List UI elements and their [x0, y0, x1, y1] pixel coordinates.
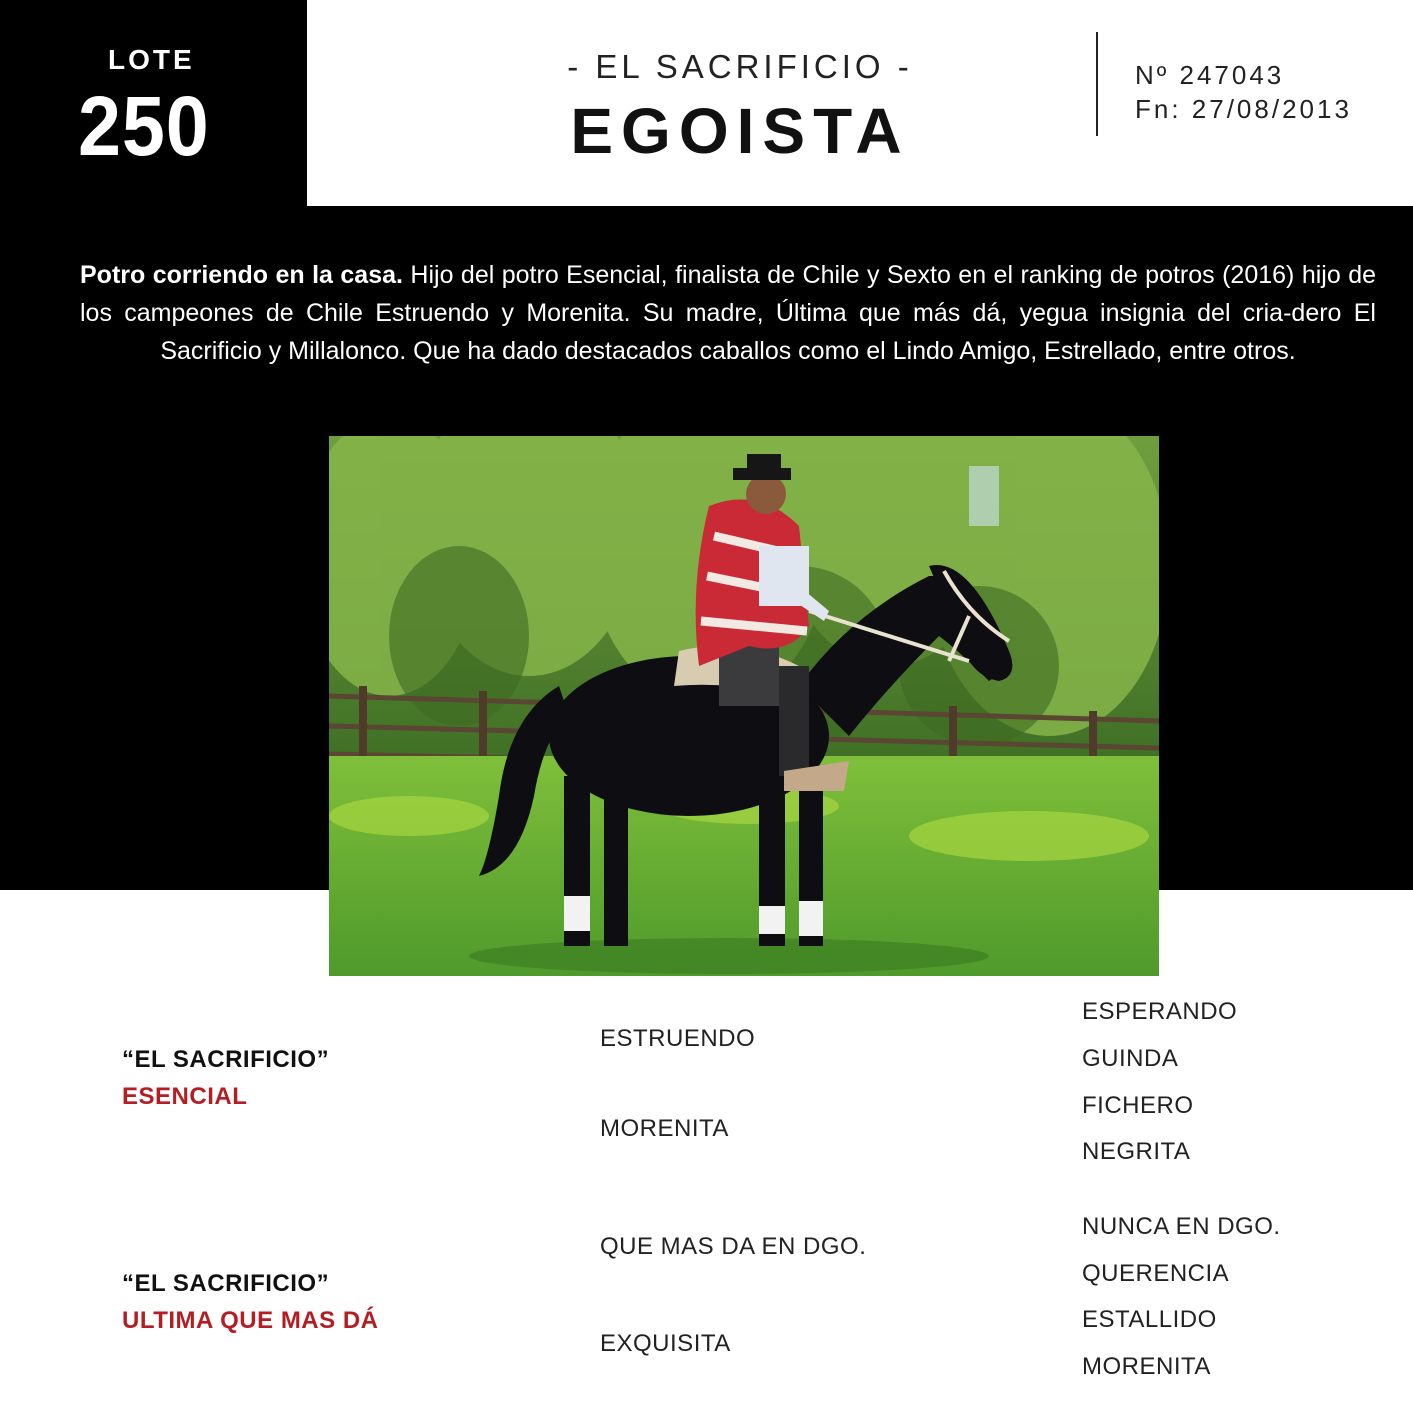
lote-box [0, 0, 307, 206]
breeder-name: - EL SACRIFICIO - [567, 48, 913, 85]
horse-name: EGOISTA [570, 95, 910, 167]
dam-sire: QUE MAS DA EN DGO. [600, 1233, 867, 1260]
dam-grandparent-2: QUERENCIA [1082, 1260, 1230, 1287]
sire-sire: ESTRUENDO [600, 1025, 756, 1052]
horse-description [80, 256, 1376, 370]
horse-rider-illustration [329, 436, 1159, 976]
description-body: Hijo del potro Esencial, finalista de Chile y Sexto en el ranking de potros (2016) hijo de los campeones de Chile Estruendo y Morenita. Su madre, Última que más dá, yegua insignia del cria-dero El Sacrificio y Millalonco. Que ha dado destacados caballos como el Lindo Amigo, Estrellado, entre otros. [80, 261, 1376, 365]
lote-label: LOTE [108, 44, 195, 75]
dam-dam: EXQUISITA [600, 1330, 731, 1357]
lote-number: 250 [78, 79, 210, 173]
sire-name: ESENCIAL [122, 1083, 248, 1110]
dam-grandparent-3: ESTALLIDO [1082, 1306, 1217, 1333]
header-divider [1096, 32, 1098, 136]
birth-date: Fn: 27/08/2013 [1135, 94, 1352, 124]
dam-breeder: “EL SACRIFICIO” [122, 1270, 330, 1297]
sire-grandparent-4: NEGRITA [1082, 1138, 1191, 1165]
dam-grandparent-1: NUNCA EN DGO. [1082, 1213, 1281, 1240]
dam-name: ULTIMA QUE MAS DÁ [122, 1307, 379, 1334]
dam-grandparent-4: MORENITA [1082, 1353, 1211, 1380]
registration-number: Nº 247043 [1135, 60, 1285, 90]
sire-grandparent-1: ESPERANDO [1082, 998, 1238, 1025]
sire-breeder: “EL SACRIFICIO” [122, 1046, 330, 1073]
sire-grandparent-2: GUINDA [1082, 1045, 1179, 1072]
sire-dam: MORENITA [600, 1115, 729, 1142]
description-lead: Potro corriendo en la casa. [80, 261, 403, 289]
horse-photo [329, 436, 1159, 976]
sire-grandparent-3: FICHERO [1082, 1092, 1194, 1119]
